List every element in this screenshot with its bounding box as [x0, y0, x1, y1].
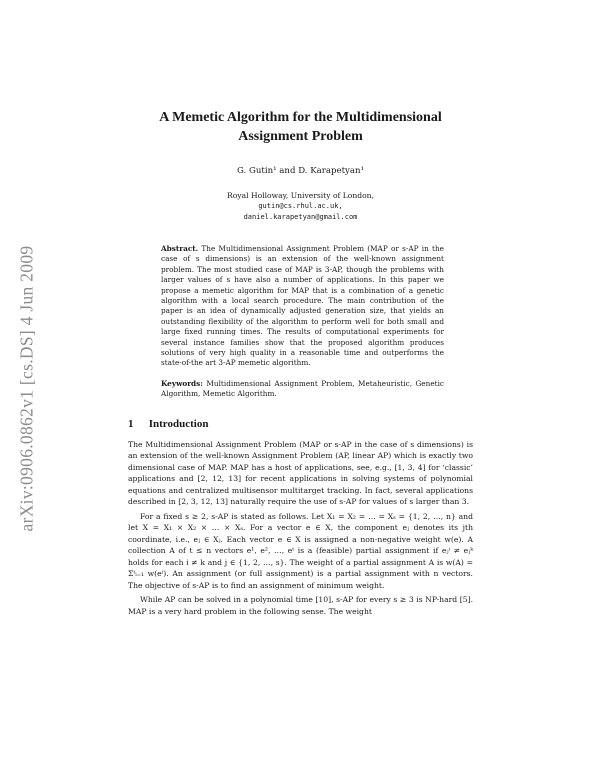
abstract-text: The Multidimensional Assignment Problem (MAP or s-AP in the case of s dimensions) is an extension of the well-known assignment problem. The most studied case of MAP is 3-AP, though the problems with larger values of s have also a number of applications. In this paper we propose a memetic algorithm for MAP that is a combination of a genetic algorithm with a local search procedure. The main contribution of the paper is an idea of dynamically adjusted generation size, that yields an outstanding flexibility of the algorithm to perform well for both small and large fixed running times. The results of computational experiments for several instance families show that the proposed algorithm produces solutions of very high quality in a reasonable time and outperforms the state-of-the art 3-AP memetic algorithm.	[161, 244, 444, 368]
body-paragraph: The Multidimensional Assignment Problem (MAP or s-AP in the case of s dimensions) is an extension of the well-known Assignment Problem (AP, linear AP) which is exactly two dimensional case of MAP. MAP has a host of applications, see, e.g., [1, 3, 4] for ‘classic’ applications and [2, 12, 13] for recent applications in solving systems of polynomial equations and centralized multisensor multitarget tracking. In fact, several applications described in [2, 3, 12, 13] naturally require the use of s-AP for values of s larger than 3.	[128, 439, 473, 507]
email-karapetyan: daniel.karapetyan@gmail.com	[243, 213, 358, 221]
arxiv-stamp	[12, 0, 42, 776]
abstract	[161, 244, 444, 369]
body-paragraph: For a fixed s ≥ 2, s-AP is stated as follows. Let X₁ = X₂ = … = Xₛ = {1, 2, …, n} and let X = X₁ × X₂ × … × Xₛ. For a vector e ∈ X, the component eⱼ denotes its jth coordinate, i.e., eⱼ ∈ Xⱼ. Each vector e ∈ X is assigned a non-negative weight w(e). A collection A of t ≤ n vectors e¹, e², …, eᵗ is a (feasible) partial assignment if eⱼⁱ ≠ eⱼᵏ holds for each i ≠ k and j ∈ {1, 2, …, s}. The weight of a partial assignment A is w(A) = Σᵗᵢ₌₁ w(eⁱ). An assignment (or full assignment) is a partial assignment with n vectors. The objective of s-AP is to find an assignment of minimum weight.	[128, 511, 473, 590]
institution: Royal Holloway, University of London,	[227, 191, 374, 200]
section-number: 1	[128, 417, 134, 430]
section-heading	[128, 418, 473, 430]
email-gutin: gutin@cs.rhul.ac.uk,	[258, 202, 343, 210]
arxiv-stamp-text: arXiv:0906.0862v1 [cs.DS] 4 Jun 2009	[16, 245, 37, 531]
keywords-label: Keywords:	[161, 378, 203, 388]
body-paragraph: While AP can be solved in a polynomial time [10], s-AP for every s ≥ 3 is NP-hard [5]. MAP is a very hard problem in the following sense. The weight	[128, 595, 473, 616]
abstract-label: Abstract.	[161, 244, 199, 253]
author-list: G. Gutin¹ and D. Karapetyan¹	[236, 166, 365, 176]
keywords-text: Multidimensional Assignment Problem, Metaheuristic, Genetic Algorithm, Memetic Algorithm.	[161, 378, 444, 399]
paper-title: A Memetic Algorithm for the Multidimensional Assignment Problem	[159, 110, 442, 144]
affiliation-block	[128, 190, 473, 223]
paper-page	[128, 100, 473, 617]
section-title: Introduction	[148, 417, 209, 430]
keywords	[161, 379, 444, 400]
